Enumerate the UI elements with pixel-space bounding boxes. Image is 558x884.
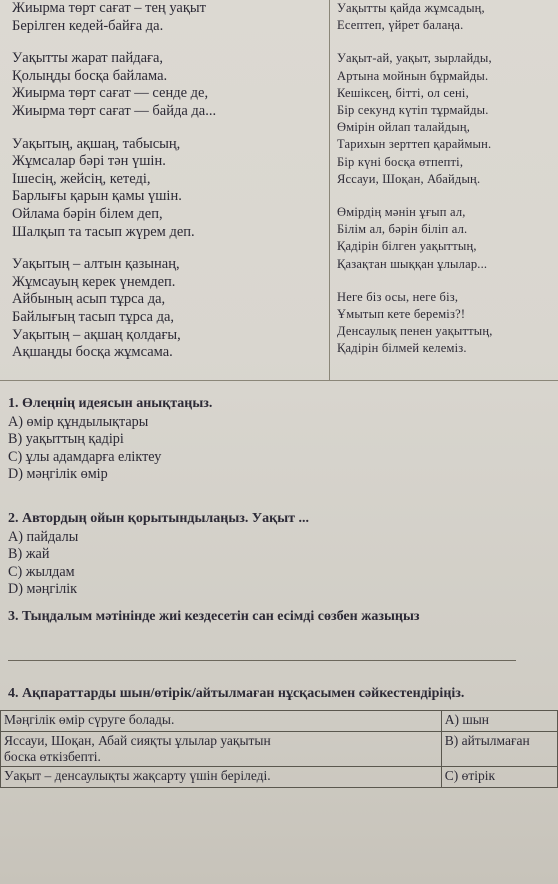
question-1-option-d[interactable]: D) мәңгілік өмір	[8, 465, 108, 482]
matching-statement: Уақыт – денсаулықты жақсарту үшін беріледі.	[1, 767, 442, 788]
poem-line: Айбының асып тұрса да,	[12, 291, 166, 308]
matching-row	[1, 711, 558, 732]
poem-line: Ойлама бәрін білем деп,	[12, 205, 163, 222]
question-1	[8, 396, 212, 483]
question-3-answer-line[interactable]	[8, 660, 516, 661]
poem-line: Тарихын зерттеп қараймын.	[337, 137, 492, 152]
matching-table	[0, 710, 558, 788]
poem-line: Уақытты қайда жұмсадың,	[337, 1, 485, 15]
question-3	[8, 609, 420, 625]
poem-stanza	[12, 256, 324, 362]
poem-line: Уақытты жарат пайдаға,	[12, 50, 164, 67]
poem-column-divider	[329, 0, 330, 380]
poem-line: Ішесің, жейсің, кетеді,	[12, 170, 151, 187]
poem-line: Барлығы қарын қамы үшін.	[12, 188, 182, 205]
poem-line: Бір секунд күтіп тұрмайды.	[337, 103, 489, 118]
poem-line: Уақытың, ақшаң, табысың,	[12, 135, 181, 152]
poem-line: Шалқып та тасып жүрем деп.	[12, 223, 195, 240]
poem-line: Уақытың – алтын қазынаң,	[12, 256, 180, 273]
question-2	[8, 511, 309, 598]
poem-line: Білім ал, бәрін біліп ал.	[337, 222, 468, 237]
poem-right-column	[337, 0, 555, 374]
question-3-title: 3. Тыңдалым мәтінінде жиі кездесетін сан есімді сөзбен жазыңыз	[8, 609, 420, 624]
poem-stanza	[337, 204, 555, 273]
matching-row	[1, 767, 558, 788]
matching-statement: Яссауи, Шоқан, Абай сияқты ұлылар уақытын боска өткізбепті.	[1, 732, 442, 767]
poem-line: Жиырма төрт сағат – тең уақыт	[12, 0, 206, 16]
poem-line: Берілген кедей-байға да.	[12, 17, 164, 34]
poem-stanza	[12, 136, 324, 242]
poem-line: Уақытың – ақшаң қолдағы,	[12, 326, 181, 343]
matching-row	[1, 732, 558, 767]
poem-line: Жиырма төрт сағат — сенде де,	[12, 85, 209, 102]
poem-line: Жиырма төрт сағат — байда да...	[12, 102, 217, 119]
poem-table	[0, 0, 558, 381]
poem-line: Қадірін білген уақыттың,	[337, 239, 477, 254]
question-1-title: 1. Өлеңнің идеясын анықтаңыз.	[8, 396, 213, 411]
question-2-option-a[interactable]: А) пайдалы	[8, 529, 79, 545]
poem-stanza	[12, 50, 324, 120]
poem-line: Уақыт-ай, уақыт, зырлайды,	[337, 51, 492, 66]
poem-line: Жұмсауың керек үнемдеп.	[12, 273, 176, 290]
matching-option[interactable]: С) өтірік	[441, 767, 557, 788]
poem-line: Ұмытып кете береміз?!	[337, 307, 466, 322]
question-1-option-b[interactable]: В) уақыттың қадірі	[8, 431, 124, 448]
poem-line: Өмірін ойлап талайдың,	[337, 120, 471, 135]
poem-line: Кешіксең, бітті, ол сені,	[337, 85, 469, 100]
poem-stanza	[337, 50, 555, 188]
poem-line: Ақшаңды босқа жұмсама.	[12, 344, 173, 361]
poem-line: Өмірдің мәнін ұғып ал,	[337, 205, 466, 220]
matching-statement: Мәңгілік өмір сүруге болады.	[1, 711, 442, 732]
question-2-option-b[interactable]: В) жай	[8, 546, 50, 563]
question-2-option-c[interactable]: С) жылдам	[8, 563, 75, 580]
poem-line: Яссауи, Шоқан, Абайдың.	[337, 171, 481, 186]
question-2-options	[8, 529, 309, 598]
question-4	[8, 686, 464, 702]
poem-stanza	[337, 0, 555, 34]
poem-stanza	[337, 289, 555, 358]
poem-line: Неге біз осы, неге біз,	[337, 289, 459, 304]
poem-line: Артына мойнын бұрмайды.	[337, 68, 489, 83]
matching-option[interactable]: В) айтылмаған	[441, 732, 557, 767]
poem-stanza	[12, 0, 324, 35]
poem-line: Қолыңды босқа байлама.	[12, 67, 168, 84]
question-4-title: 4. Ақпараттарды шын/өтірік/айтылмаған нұсқасымен сәйкестендіріңіз.	[8, 686, 465, 701]
poem-line: Денсаулық пенен уақыттың,	[337, 324, 493, 339]
question-1-option-c[interactable]: С) ұлы адамдарға еліктеу	[8, 448, 162, 465]
question-1-options	[8, 414, 212, 483]
poem-line: Есептеп, үйрет балаңа.	[337, 18, 464, 33]
question-2-option-d[interactable]: D) мәңгілік	[8, 580, 78, 597]
question-2-title: 2. Автордың ойын қорытындылаңыз. Уақыт ...	[8, 511, 310, 526]
poem-line: Жұмсалар бәрі тән үшін.	[12, 153, 166, 170]
poem-left-column	[12, 0, 324, 377]
matching-option[interactable]: А) шын	[441, 711, 557, 732]
poem-line: Қадірін білмей келеміз.	[337, 341, 467, 356]
poem-line: Қазақтан шыққан ұлылар...	[337, 256, 488, 271]
poem-line: Бір күні босқа өтпепті,	[337, 154, 464, 169]
poem-line: Байлығың тасып тұрса да,	[12, 308, 175, 325]
question-1-option-a[interactable]: А) өмір құндылықтары	[8, 414, 149, 430]
